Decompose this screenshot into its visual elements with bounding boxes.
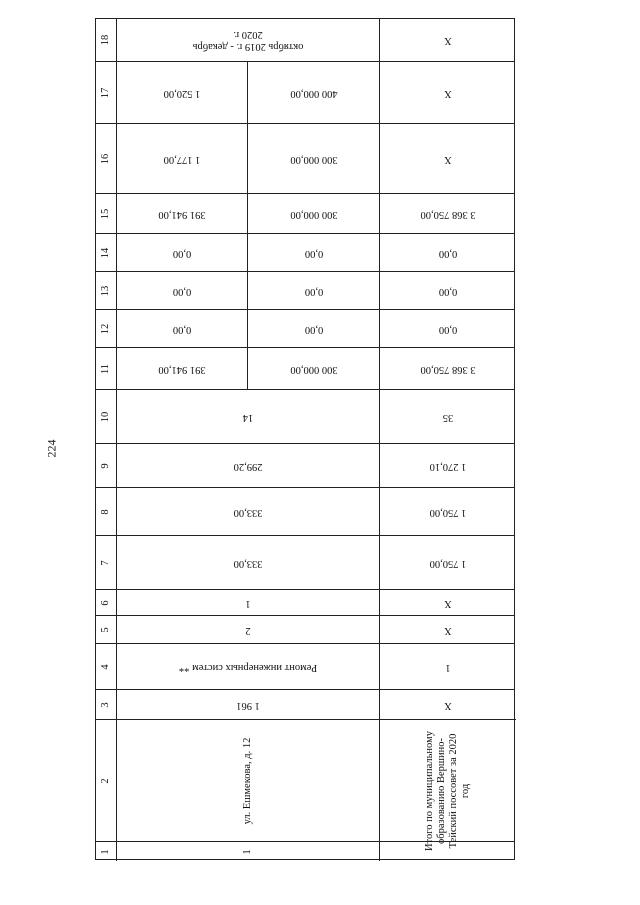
table-row bbox=[96, 689, 514, 719]
column-number-cell: 9 bbox=[100, 462, 111, 469]
value-cell: 391 941,00 bbox=[116, 194, 247, 233]
column-number-cell: 17 bbox=[100, 87, 111, 98]
column-number-cell: 6 bbox=[100, 599, 111, 606]
value-cell: 400 000,00 bbox=[247, 62, 379, 123]
value-cell: 300 000,00 bbox=[247, 194, 379, 233]
value-cell: 0,00 bbox=[116, 234, 247, 271]
total-cell: Х bbox=[379, 62, 516, 123]
municipality-total-label: Итого по муниципальному образованию Вершино-Тейский поссовет за 2020 год bbox=[379, 719, 516, 861]
column-number-cell: 14 bbox=[100, 247, 111, 258]
table-row bbox=[96, 233, 514, 271]
total-cell: Х bbox=[379, 690, 516, 719]
total-cell: Х bbox=[379, 124, 516, 193]
total-cell: 1 750,00 bbox=[379, 488, 516, 535]
table-row bbox=[96, 123, 514, 193]
total-cell: 1 750,00 bbox=[379, 536, 516, 589]
column-number-cell: 18 bbox=[100, 34, 111, 46]
table-row bbox=[96, 61, 514, 123]
total-cell: Х bbox=[379, 19, 516, 61]
value-cell: 0,00 bbox=[247, 234, 379, 271]
value-cell: 300 000,00 bbox=[247, 348, 379, 389]
total-cell: 1 270,10 bbox=[379, 444, 516, 487]
value-cell: 333,00 bbox=[116, 536, 379, 589]
table-row bbox=[96, 535, 514, 589]
table-row bbox=[96, 309, 514, 347]
column-number-cell: 15 bbox=[100, 208, 111, 219]
value-cell: 0,00 bbox=[116, 272, 247, 309]
column-number-cell: 11 bbox=[100, 363, 111, 374]
total-cell: Х bbox=[379, 590, 516, 615]
period-cell: октябрь 2019 г. - декабрь 2020 г. bbox=[116, 19, 379, 61]
value-cell: 14 bbox=[116, 390, 379, 443]
total-cell: 1 bbox=[379, 644, 516, 689]
table-row bbox=[96, 389, 514, 443]
table-row bbox=[96, 193, 514, 233]
value-cell: 333,00 bbox=[116, 488, 379, 535]
value-cell: 299,20 bbox=[116, 444, 379, 487]
value-cell: 0,00 bbox=[247, 310, 379, 347]
value-cell: 0,00 bbox=[247, 272, 379, 309]
total-cell: 35 bbox=[379, 390, 516, 443]
column-number-cell: 16 bbox=[100, 153, 111, 164]
address-cell: ул. Ешмекова, д. 12 bbox=[116, 720, 379, 841]
total-cell: Х bbox=[379, 616, 516, 643]
column-number-cell: 5 bbox=[100, 626, 111, 633]
column-number-cell: 13 bbox=[100, 285, 111, 296]
column-number-cell: 7 bbox=[100, 559, 111, 566]
total-cell: 3 368 750,00 bbox=[379, 194, 516, 233]
page-number: 224 bbox=[44, 439, 59, 458]
column-number-cell: 12 bbox=[100, 323, 111, 334]
value-cell: 391 941,00 bbox=[116, 348, 247, 389]
table-row bbox=[96, 487, 514, 535]
table-row bbox=[96, 643, 514, 689]
column-number-cell: 1 bbox=[100, 848, 111, 855]
total-cell: 0,00 bbox=[379, 234, 516, 271]
value-cell: 1 bbox=[116, 590, 379, 615]
table-row bbox=[96, 347, 514, 389]
work-type-cell: Ремонт инженерных систем ** bbox=[116, 644, 379, 689]
column-number-cell: 2 bbox=[100, 777, 111, 784]
table-row bbox=[96, 615, 514, 643]
column-number-cell: 10 bbox=[100, 411, 111, 422]
index-cell: 1 bbox=[116, 842, 379, 861]
table-row bbox=[96, 589, 514, 615]
total-cell: 0,00 bbox=[379, 310, 516, 347]
total-cell: 3 368 750,00 bbox=[379, 348, 516, 389]
table-row bbox=[96, 443, 514, 487]
total-cell: 0,00 bbox=[379, 272, 516, 309]
value-cell: 1 520,00 bbox=[116, 62, 247, 123]
value-cell: 300 000,00 bbox=[247, 124, 379, 193]
table-row bbox=[96, 271, 514, 309]
value-cell: 1 177,00 bbox=[116, 124, 247, 193]
column-number-cell: 4 bbox=[100, 663, 111, 670]
value-cell: 0,00 bbox=[116, 310, 247, 347]
column-number-cell: 8 bbox=[100, 508, 111, 515]
table-row bbox=[96, 19, 514, 61]
year-cell: 1 961 bbox=[116, 690, 379, 719]
value-cell: 2 bbox=[116, 616, 379, 643]
rotated-data-table bbox=[95, 18, 515, 860]
column-number-cell: 3 bbox=[100, 701, 111, 708]
